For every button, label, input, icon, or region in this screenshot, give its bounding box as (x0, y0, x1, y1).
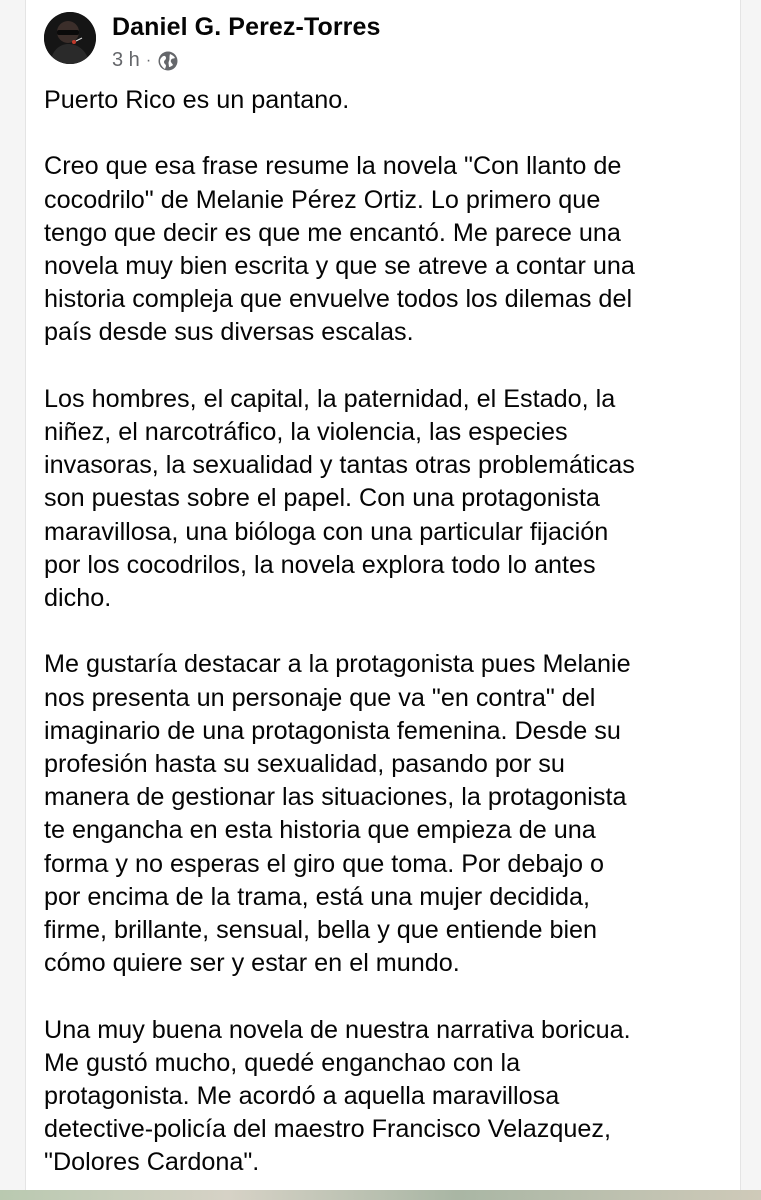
post-paragraph: Los hombres, el capital, la paternidad, el Estado, la niñez, el narcotráfico, la violencia, las especies invasoras, la sexualidad y tantas otras problemáticas son puestas sobre el papel. Con una protagonista maravillosa, una bióloga con una particular fijación por los cocodrilos, la novela explora todo lo antes dicho. (44, 384, 635, 613)
avatar-photo (44, 12, 96, 64)
post-meta (112, 49, 179, 72)
post-header (44, 12, 684, 76)
post-paragraph: Puerto Rico es un pantano. (44, 86, 350, 114)
author-avatar[interactable] (44, 12, 96, 64)
post-body (44, 84, 724, 1180)
bottom-image-strip (0, 1190, 761, 1200)
post-paragraph: Me gustaría destacar a la protagonista pues Melanie nos presenta un personaje que va "en contra" del imaginario de una protagonista femenina. Desde su profesión hasta su sexualidad, pasando por su manera de gestionar las situaciones, la protagonista te engancha en esta historia que empieza de una forma y no esperas el giro que toma. Por debajo o por encima de la trama, está una mujer decidida, firme, brillante, sensual, bella y que entiende bien cómo quiere ser y estar en el mundo. (44, 650, 631, 978)
globe-icon[interactable] (157, 50, 179, 72)
post-card (25, 0, 741, 1190)
post-paragraph: Una muy buena novela de nuestra narrativa boricua. Me gustó mucho, quedé enganchao con la protagonista. Me acordó a aquella maravillosa detective-policía del maestro Francisco Velazquez, "Dolores Cardona". (44, 1015, 631, 1177)
author-name[interactable]: Daniel G. Perez-Torres (112, 13, 381, 41)
post-timestamp[interactable]: 3 h (112, 49, 140, 71)
meta-separator: · (145, 51, 152, 69)
post-paragraph: Creo que esa frase resume la novela "Con llanto de cocodrilo" de Melanie Pérez Ortiz. Lo primero que tengo que decir es que me encantó. Me parece una novela muy bien escrita y que se atreve a contar una historia compleja que envuelve todos los dilemas del país desde sus diversas escalas. (44, 152, 635, 347)
